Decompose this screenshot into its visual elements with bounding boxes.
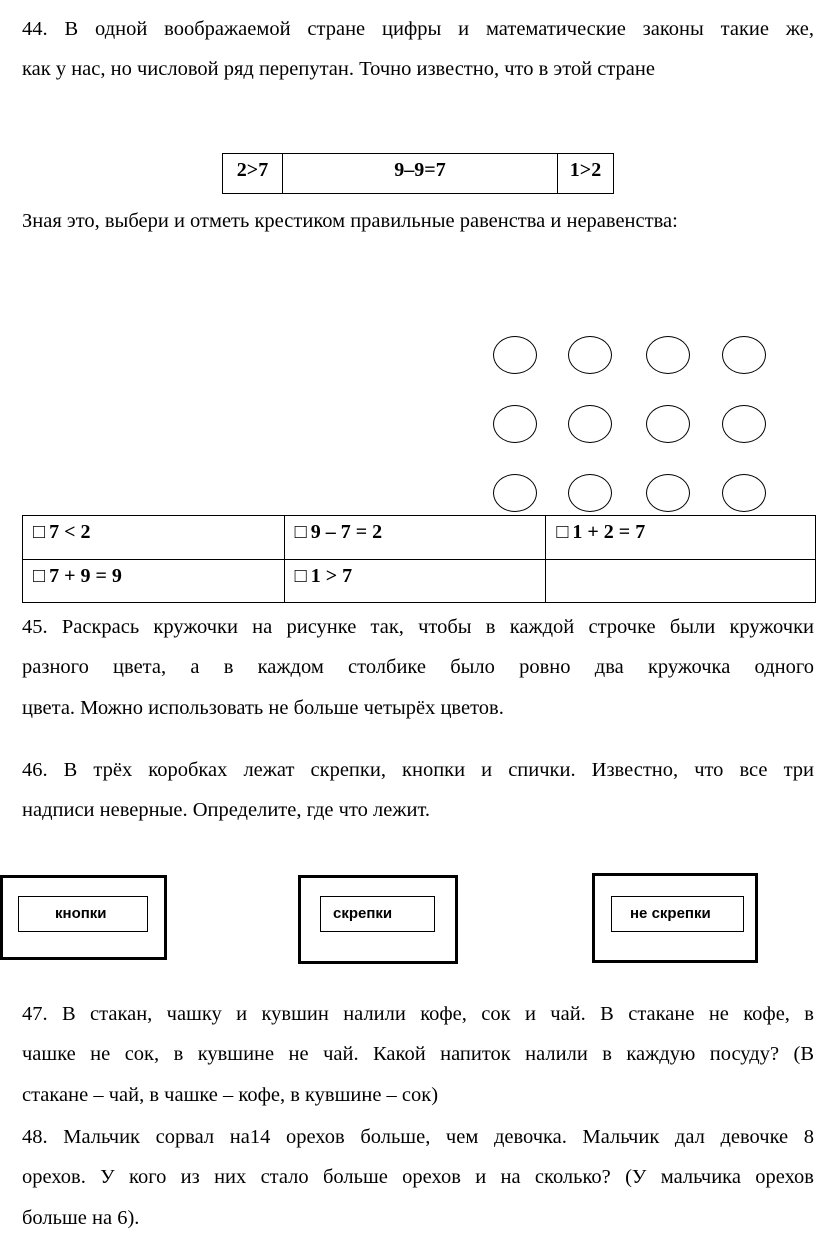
checkbox-icon[interactable]: □ — [33, 521, 46, 543]
box-label: кнопки — [18, 896, 148, 932]
rule-cell: 9–9=7 — [283, 154, 558, 193]
option-label: 7 < 2 — [49, 521, 91, 543]
rules-table — [222, 153, 614, 194]
task46-text-line2: надписи неверные. Определите, где что лежит. — [22, 799, 431, 821]
option-label: 9 – 7 = 2 — [310, 521, 383, 543]
circle[interactable] — [493, 336, 537, 374]
option-label: 1 + 2 = 7 — [572, 521, 646, 543]
box-1 — [0, 875, 167, 960]
option-cell[interactable] — [284, 516, 546, 560]
checkbox-icon[interactable]: □ — [294, 521, 307, 543]
option-label: 1 > 7 — [310, 564, 353, 587]
task47-text-line2: чашке не сок, в кувшине не чай. Какой напиток налили в каждую посуду? (В — [22, 1043, 814, 1065]
task45-text-line3: цвета. Можно использовать не больше четырёх цветов. — [22, 697, 504, 719]
empty-cell — [546, 559, 816, 603]
task46-text-line1: 46. В трёх коробках лежат скрепки, кнопки и спички. Известно, что все три — [22, 759, 814, 781]
circle[interactable] — [722, 405, 766, 443]
task47-text-line3: стакане – чай, в чашке – кофе, в кувшине – сок) — [22, 1084, 439, 1106]
box-label: не скрепки — [611, 896, 744, 932]
task44-text-line2: как у нас, но числовой ряд перепутан. Точно известно, что в этой стране — [22, 58, 655, 80]
option-cell[interactable] — [546, 516, 816, 560]
circle[interactable] — [493, 474, 537, 512]
circle[interactable] — [722, 336, 766, 374]
rule-cell: 2>7 — [223, 154, 283, 193]
task48-text-line3: больше на 6). — [22, 1207, 140, 1229]
task44-instruction: Зная это, выбери и отметь крестиком правильные равенства и неравенства: — [22, 210, 678, 232]
box-3 — [592, 873, 758, 963]
task45-text-line1: 45. Раскрась кружочки на рисунке так, чтобы в каждой строчке были кружочки — [22, 616, 814, 638]
option-cell[interactable] — [284, 559, 546, 603]
option-cell[interactable] — [23, 516, 285, 560]
option-cell[interactable] — [23, 559, 285, 603]
option-label: 7 + 9 = 9 — [49, 564, 122, 587]
task44-text-line1: 44. В одной воображаемой стране цифры и математические законы такие же, — [22, 18, 814, 40]
circle[interactable] — [722, 474, 766, 512]
rule-cell: 1>2 — [569, 159, 602, 181]
task45-text-line2: разного цвета, а в каждом столбике было ровно два кружочка одного — [22, 656, 814, 678]
circle[interactable] — [493, 405, 537, 443]
options-table — [22, 515, 816, 603]
checkbox-icon[interactable]: □ — [556, 521, 569, 543]
circle[interactable] — [646, 336, 690, 374]
circle[interactable] — [568, 336, 612, 374]
box-label: скрепки — [320, 896, 435, 932]
checkbox-icon[interactable]: □ — [294, 564, 307, 587]
checkbox-icon[interactable]: □ — [33, 564, 46, 587]
task48-text-line2: орехов. У кого из них стало больше орехов и на сколько? (У мальчика орехов — [22, 1166, 814, 1188]
circle[interactable] — [646, 474, 690, 512]
circle[interactable] — [568, 474, 612, 512]
task47-text-line1: 47. В стакан, чашку и кувшин налили кофе, сок и чай. В стакане не кофе, в — [22, 1003, 814, 1025]
task48-text-line1: 48. Мальчик сорвал на14 орехов больше, чем девочка. Мальчик дал девочке 8 — [22, 1126, 814, 1148]
box-2 — [298, 875, 458, 964]
circle[interactable] — [646, 405, 690, 443]
circle[interactable] — [568, 405, 612, 443]
